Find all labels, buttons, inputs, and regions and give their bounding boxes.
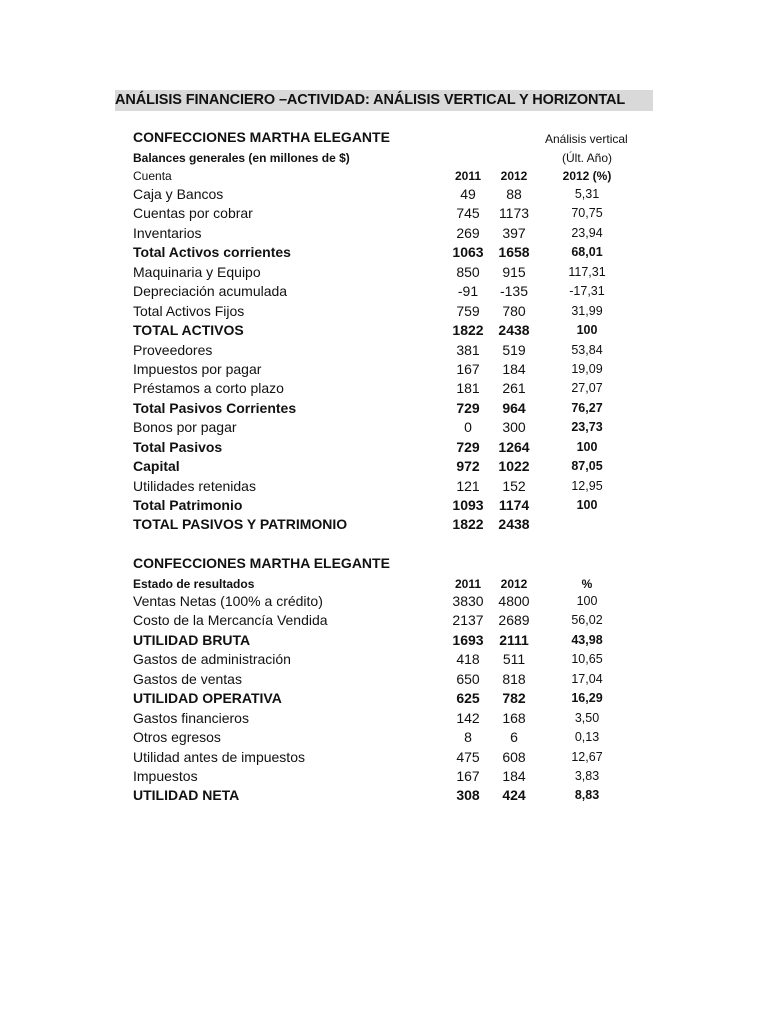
value-2011: 381	[456, 341, 480, 358]
value-2011: 1063	[452, 244, 484, 261]
balance-col-2011: 2011	[454, 169, 482, 183]
value-2011: 49	[460, 186, 476, 202]
value-pct: 3,50	[574, 710, 600, 725]
income-company-name: CONFECCIONES MARTHA ELEGANTE	[133, 555, 390, 571]
value-2012: 1174	[498, 497, 530, 514]
row-label: UTILIDAD NETA	[133, 787, 240, 804]
row-label: Impuestos por pagar	[133, 360, 262, 377]
row-label: Otros egresos	[133, 729, 221, 746]
value-2012: 300	[502, 419, 526, 436]
value-2012: 2111	[499, 631, 529, 648]
value-2012: 780	[502, 302, 526, 319]
value-2012: 184	[502, 767, 526, 784]
value-2011: -91	[457, 283, 479, 300]
value-pct: 100	[576, 498, 598, 513]
row-label: Utilidad antes de impuestos	[133, 748, 305, 765]
table-row	[0, 650, 768, 670]
value-2012: 261	[502, 380, 526, 397]
table-row	[0, 728, 768, 748]
value-2012: 915	[502, 263, 526, 280]
row-label: Total Activos corrientes	[133, 244, 291, 261]
table-row	[0, 243, 768, 263]
value-2012: 818	[502, 670, 526, 687]
value-pct: 87,05	[571, 459, 603, 474]
row-label: Costo de la Mercancía Vendida	[133, 612, 328, 629]
value-2011: 181	[456, 380, 480, 397]
row-label: Gastos de administración	[133, 651, 291, 668]
row-label: Gastos de ventas	[133, 670, 242, 687]
table-row	[0, 185, 768, 205]
value-2011: 269	[456, 224, 480, 241]
value-2012: 6	[510, 729, 518, 746]
value-pct: 16,29	[571, 691, 603, 706]
row-label: Caja y Bancos	[133, 186, 224, 202]
balance-col-account: Cuenta	[133, 169, 172, 183]
value-2011: 8	[464, 729, 472, 746]
value-pct: 43,98	[571, 632, 603, 647]
row-label: Ventas Netas (100% a crédito)	[133, 593, 323, 609]
value-2012: 1658	[498, 244, 530, 261]
row-label: Inventarios	[133, 224, 202, 241]
value-pct: 23,94	[571, 225, 603, 240]
row-label: Total Pasivos Corrientes	[133, 399, 297, 416]
value-2012: 782	[502, 690, 526, 707]
table-row	[0, 438, 768, 458]
value-2011: 759	[456, 302, 480, 319]
table-row	[0, 477, 768, 497]
value-2011: 729	[456, 399, 480, 416]
value-pct: 5,31	[574, 187, 600, 201]
row-label: Préstamos a corto plazo	[133, 380, 284, 397]
value-2011: 729	[456, 438, 480, 455]
table-row	[0, 341, 768, 361]
value-2011: 475	[456, 748, 480, 765]
table-row	[0, 670, 768, 690]
value-2012: 2438	[498, 516, 530, 533]
row-label: Total Patrimonio	[133, 497, 243, 514]
value-pct: 19,09	[571, 361, 603, 376]
row-label: Total Pasivos	[133, 438, 223, 455]
value-2011: 1693	[452, 631, 484, 648]
value-pct: 3,83	[574, 768, 600, 783]
value-2012: 608	[502, 748, 526, 765]
value-2012: 964	[502, 399, 526, 416]
row-label: UTILIDAD BRUTA	[133, 631, 251, 648]
value-2012: 2438	[498, 322, 530, 339]
row-label: UTILIDAD OPERATIVA	[133, 690, 282, 707]
table-row	[0, 302, 768, 322]
value-pct: 8,83	[574, 788, 600, 803]
value-2011: 121	[456, 477, 480, 494]
table-row	[0, 748, 768, 768]
table-row	[0, 611, 768, 631]
value-pct: 0,13	[574, 730, 600, 745]
value-2012: 1022	[498, 458, 530, 475]
table-row	[0, 689, 768, 709]
table-row	[0, 631, 768, 651]
value-2012: 511	[502, 651, 526, 668]
table-row	[0, 399, 768, 419]
balance-col-pct: 2012 (%)	[562, 169, 612, 183]
row-label: Cuentas por cobrar	[133, 205, 253, 222]
table-row	[0, 224, 768, 244]
value-2011: 625	[456, 690, 480, 707]
row-label: Total Activos Fijos	[133, 302, 245, 319]
value-pct: 70,75	[571, 206, 603, 221]
value-2011: 972	[456, 458, 480, 475]
value-2011: 1822	[452, 322, 484, 339]
value-2011: 0	[464, 419, 472, 436]
table-row	[0, 786, 768, 806]
table-row	[0, 496, 768, 516]
value-pct: 53,84	[571, 342, 603, 357]
value-2011: 850	[456, 263, 480, 280]
value-2011: 308	[456, 787, 480, 804]
value-pct: 17,04	[571, 671, 603, 686]
row-label: TOTAL PASIVOS Y PATRIMONIO	[133, 516, 348, 533]
income-subtitle: Estado de resultados	[133, 577, 255, 591]
value-pct: 56,02	[571, 613, 603, 628]
value-2012: 184	[502, 360, 526, 377]
table-row	[0, 360, 768, 380]
value-2011: 167	[456, 360, 480, 377]
table-row	[0, 592, 768, 612]
row-label: TOTAL ACTIVOS	[133, 322, 244, 339]
table-row	[0, 767, 768, 787]
value-pct: 27,07	[571, 381, 603, 396]
row-label: Maquinaria y Equipo	[133, 263, 261, 280]
value-2012: -135	[499, 283, 529, 300]
row-label: Capital	[133, 458, 180, 475]
table-row	[0, 418, 768, 438]
value-pct: 100	[576, 594, 598, 608]
table-row	[0, 263, 768, 283]
value-2011: 1093	[452, 497, 484, 514]
table-row	[0, 282, 768, 302]
value-2012: 519	[502, 341, 526, 358]
table-row	[0, 515, 768, 535]
value-2011: 167	[456, 767, 480, 784]
table-row	[0, 321, 768, 341]
value-2011: 418	[456, 651, 480, 668]
value-pct: 117,31	[568, 264, 606, 279]
value-pct: 31,99	[571, 303, 603, 318]
table-row	[0, 379, 768, 399]
value-pct: -17,31	[569, 284, 605, 299]
value-pct: 12,95	[571, 478, 603, 493]
document-title: ANÁLISIS FINANCIERO –ACTIVIDAD: ANÁLISIS VERTICAL Y HORIZONTAL	[115, 90, 653, 111]
value-pct: 76,27	[571, 400, 603, 415]
value-2011: 650	[456, 670, 480, 687]
value-2011: 745	[456, 205, 480, 222]
value-2012: 2689	[498, 612, 530, 629]
value-2012: 424	[502, 787, 526, 804]
value-2011: 142	[456, 709, 480, 726]
table-row	[0, 457, 768, 477]
balance-company-name: CONFECCIONES MARTHA ELEGANTE	[133, 129, 390, 145]
value-pct: 100	[576, 439, 598, 454]
vertical-analysis-subheader: (Últ. Año)	[562, 151, 613, 165]
value-2012: 397	[502, 224, 526, 241]
value-2012: 168	[502, 709, 526, 726]
row-label: Proveedores	[133, 341, 213, 358]
value-2012: 88	[506, 186, 522, 202]
row-label: Bonos por pagar	[133, 419, 237, 436]
value-pct: 68,01	[571, 245, 603, 260]
table-row	[0, 709, 768, 729]
value-2011: 2137	[452, 612, 484, 629]
balance-subtitle: Balances generales (en millones de $)	[133, 151, 350, 165]
value-2012: 1173	[498, 205, 530, 222]
value-2012: 152	[502, 477, 526, 494]
value-pct: 23,73	[571, 420, 603, 435]
value-2012: 1264	[498, 438, 530, 455]
income-col-2011: 2011	[454, 577, 482, 591]
balance-col-2012: 2012	[500, 169, 528, 183]
value-pct: 10,65	[571, 652, 603, 667]
value-2011: 3830	[452, 593, 484, 609]
income-col-2012: 2012	[500, 577, 528, 591]
income-col-pct: %	[581, 577, 593, 591]
table-row	[0, 204, 768, 224]
value-pct: 12,67	[571, 749, 603, 764]
row-label: Impuestos	[133, 767, 198, 784]
value-pct: 100	[576, 323, 598, 338]
row-label: Depreciación acumulada	[133, 283, 288, 300]
row-label: Utilidades retenidas	[133, 477, 256, 494]
value-2012: 4800	[498, 593, 530, 609]
value-2011: 1822	[452, 516, 484, 533]
vertical-analysis-header: Análisis vertical	[545, 132, 628, 146]
row-label: Gastos financieros	[133, 709, 249, 726]
